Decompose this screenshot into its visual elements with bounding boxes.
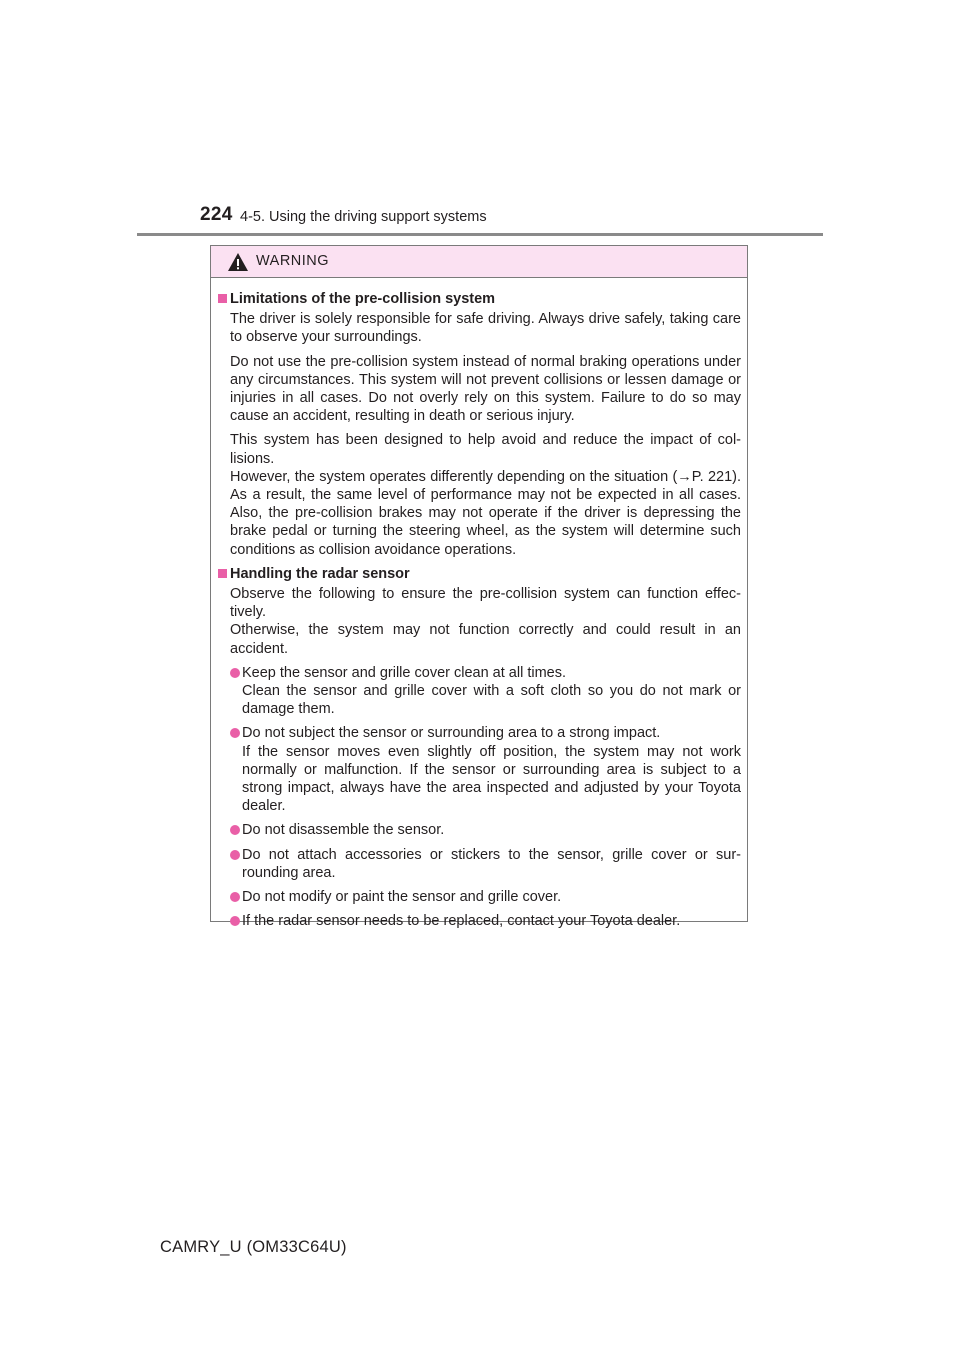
warning-box	[210, 245, 748, 930]
page-number: 224	[200, 204, 233, 225]
bullet-dot-icon	[230, 892, 240, 902]
warning-triangle-icon	[227, 252, 249, 272]
paragraph-line: Observe the following to ensure the pre-collision system can function effec-tively.	[230, 586, 741, 621]
list-item: Do not attach accessories or stickers to the sensor, grille cover or sur-rounding area.	[230, 846, 741, 882]
paragraph: The driver is solely responsible for safe driving. Always drive safely, taking care to observe your surroundings.	[230, 311, 741, 346]
header-rule	[137, 233, 823, 236]
paragraph-line: This system has been designed to help avoid and reduce the impact of col-lisions.	[230, 432, 741, 467]
footer-model-code: CAMRY_U (OM33C64U)	[160, 1238, 347, 1256]
warning-header	[211, 246, 747, 278]
bullet-dot-icon	[230, 825, 240, 835]
square-bullet-icon	[218, 294, 227, 303]
list-item: Do not modify or paint the sensor and grille cover.	[230, 888, 741, 906]
paragraph: Do not use the pre-collision system instead of normal braking operations under any circumstances. This system will not prevent collisions or lessen damage or injuries in all cases. Do not overly rely on this system. Failure to do so may cause an accident, resulting in death or serious injury.	[230, 353, 741, 425]
bullet-dot-icon	[230, 916, 240, 926]
bullet-dot-icon	[230, 850, 240, 860]
section-heading-radar-sensor: Handling the radar sensor	[218, 565, 741, 583]
bullet-dot-icon	[230, 668, 240, 678]
warning-body	[211, 278, 747, 931]
bullet-dot-icon	[230, 728, 240, 738]
list-item: Do not disassemble the sensor.	[230, 821, 741, 839]
section-heading-limitations: Limitations of the pre-collision system	[218, 290, 741, 308]
section-title: 4-5. Using the driving support systems	[240, 209, 487, 225]
square-bullet-icon	[218, 569, 227, 578]
paragraph	[230, 431, 741, 558]
warning-label: WARNING	[256, 253, 330, 269]
list-item: If the radar sensor needs to be replaced, contact your Toyota dealer.	[230, 912, 741, 930]
paragraph-line: Otherwise, the system may not function correctly and could result in an accident.	[230, 622, 741, 657]
paragraph-line: However, the system operates differently depending on the situation (→P. 221). As a result, the same level of performance may not be expected in all cases. Also, the pre-collision brakes may not operate if the driver is depressing the brake pedal or turning the steering wheel, as the system will determine such conditions as collision avoidance operations.	[230, 468, 741, 558]
paragraph	[230, 585, 741, 658]
list-item: Do not subject the sensor or surrounding area to a strong impact. If the sensor moves even slightly off position, the system may not work normally or malfunction. If the sensor or surrounding area is subject to a strong impact, always have the area inspected and adjusted by your Toyota dealer.	[230, 724, 741, 815]
list-item: Keep the sensor and grille cover clean at all times. Clean the sensor and grille cover with a soft cloth so you do not mark or damage them.	[230, 664, 741, 719]
